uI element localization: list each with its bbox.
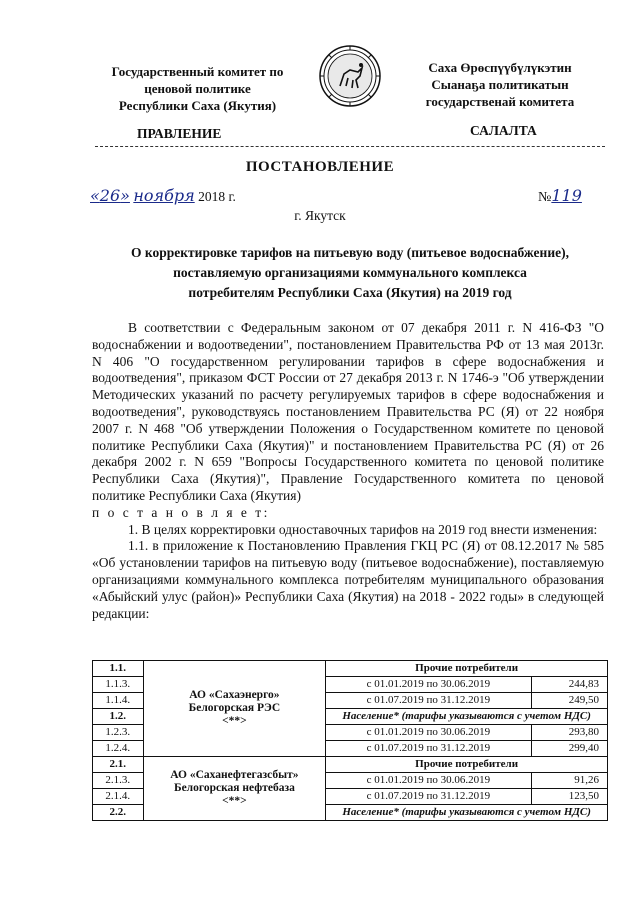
row-code: 1.2.4. — [93, 741, 144, 757]
row-period: с 01.07.2019 по 31.12.2019 — [326, 741, 531, 757]
header-left-block — [90, 63, 305, 114]
date-day: 26 — [99, 186, 121, 205]
row-value: 123,50 — [531, 789, 607, 805]
row-period: с 01.07.2019 по 31.12.2019 — [326, 789, 531, 805]
subject-line: поставляемую организациями коммунального комплекса — [173, 265, 527, 280]
row-code: 2.1. — [93, 757, 144, 773]
row-value: 293,80 — [531, 725, 607, 741]
tariff-table — [92, 660, 608, 821]
row-code: 1.2. — [93, 709, 144, 725]
org-name: АО «Сахаэнерго» — [189, 689, 280, 701]
row-code: 2.2. — [93, 805, 144, 821]
coat-of-arms-icon — [318, 44, 382, 108]
row-code: 1.1.3. — [93, 677, 144, 693]
date-year: 2018 г. — [198, 189, 236, 204]
date-month: ноября — [133, 186, 195, 205]
header-left-line: Республики Саха (Якутия) — [118, 98, 277, 113]
number-label: № — [538, 190, 552, 205]
date-quote-close: » — [120, 186, 130, 205]
row-code: 2.1.4. — [93, 789, 144, 805]
board-label-ru: ПРАВЛЕНИЕ — [137, 126, 222, 141]
resolves-line: п о с т а н о в л я е т: — [92, 504, 270, 520]
decree-city: г. Якутск — [294, 208, 346, 223]
subject-line: О корректировке тарифов на питьевую воду (питьевое водоснабжение), — [131, 245, 569, 260]
decree-number — [538, 186, 582, 206]
row-group-label: Население* (тарифы указываются с учетом НДС) — [326, 709, 608, 725]
org-note: <**> — [222, 715, 247, 727]
header-left-line: Государственный комитет по — [111, 64, 284, 79]
item-1-1: 1.1. в приложение к Постановлению Правления ГКЦ РС (Я) от 08.12.2017 № 585 «Об установлении тарифов на питьевую воду (питьевое водоснабжение), поставляемую организациями коммунального комплекса потребителям муниципального образования «Абыйский улус (район)» Республики Саха (Якутия) на 2018 - 2022 годы» в следующей редакции: — [92, 538, 604, 621]
board-label-sakha: САЛАЛТА — [470, 123, 537, 138]
row-period: с 01.01.2019 по 30.06.2019 — [326, 677, 531, 693]
row-group-label: Прочие потребители — [326, 757, 608, 773]
row-code: 2.1.3. — [93, 773, 144, 789]
row-value: 249,50 — [531, 693, 607, 709]
org-cell — [143, 661, 326, 757]
org-cell — [143, 757, 326, 821]
row-group-label: Прочие потребители — [326, 661, 608, 677]
table-row — [93, 757, 608, 773]
row-value: 244,83 — [531, 677, 607, 693]
header-right-block — [400, 59, 600, 110]
item-1: 1. В целях корректировки одноставочных тарифов на 2019 год внести изменения: — [128, 521, 598, 537]
row-value: 91,26 — [531, 773, 607, 789]
org-sub: Белогорская РЭС — [188, 702, 281, 714]
org-sub: Белогорская нефтебаза — [173, 782, 295, 794]
row-period: с 01.01.2019 по 30.06.2019 — [326, 725, 531, 741]
preamble-paragraph: В соответствии с Федеральным законом от 07 декабря 2011 г. N 416-ФЗ "О водоснабжении и водоотведении", постановлением Правительства РФ от 13 мая 2013г. N 406 "О государственном регулировании тарифов в сфере водоснабжения и водоотведения", приказом ФСТ России от 27 декабря 2013 г. N 1746-э "Об утверждении Методических указаний по расчету регулируемых тарифов в сфере водоснабжения и водоотведения", руководствуясь постановлением Правительства РС (Я) от 22 ноября 2007 г. N 468 "Об утверждении Положения о Государственном комитете по ценовой политике Республики Саха (Якутия)" и постановлением Правительства РС (Я) от 26 декабря 2002 г. N 659 "Вопросы Государственного комитета по ценовой политике Республики Саха (Якутия)", Правление Государственного комитета по ценовой политике Республики Саха (Якутия) — [92, 320, 604, 503]
row-period: с 01.01.2019 по 30.06.2019 — [326, 773, 531, 789]
date-quote-open: « — [90, 186, 100, 205]
header-right-line: государственай комитета — [425, 94, 575, 109]
row-group-label: Население* (тарифы указываются с учетом НДС) — [326, 805, 608, 821]
row-code: 1.1.4. — [93, 693, 144, 709]
header-left-line: ценовой политике — [144, 81, 251, 96]
header-right-line: Саха Өрөспүүбүлүкэтин — [428, 60, 572, 75]
row-period: с 01.07.2019 по 31.12.2019 — [326, 693, 531, 709]
number-value: 119 — [551, 186, 582, 205]
org-name: АО «Саханефтегазсбыт» — [170, 769, 299, 781]
header-divider — [95, 146, 605, 147]
table-row — [93, 661, 608, 677]
subject-line: потребителям Республики Саха (Якутия) на 2019 год — [188, 285, 512, 300]
row-code: 1.2.3. — [93, 725, 144, 741]
decree-date — [90, 186, 236, 205]
decree-subject — [95, 243, 605, 303]
decree-title: ПОСТАНОВЛЕНИЕ — [245, 159, 395, 175]
row-value: 299,40 — [531, 741, 607, 757]
decree-body — [92, 320, 604, 622]
org-note: <**> — [222, 795, 247, 807]
row-code: 1.1. — [93, 661, 144, 677]
header-right-line: Сыанаҕа политикатын — [431, 77, 569, 92]
